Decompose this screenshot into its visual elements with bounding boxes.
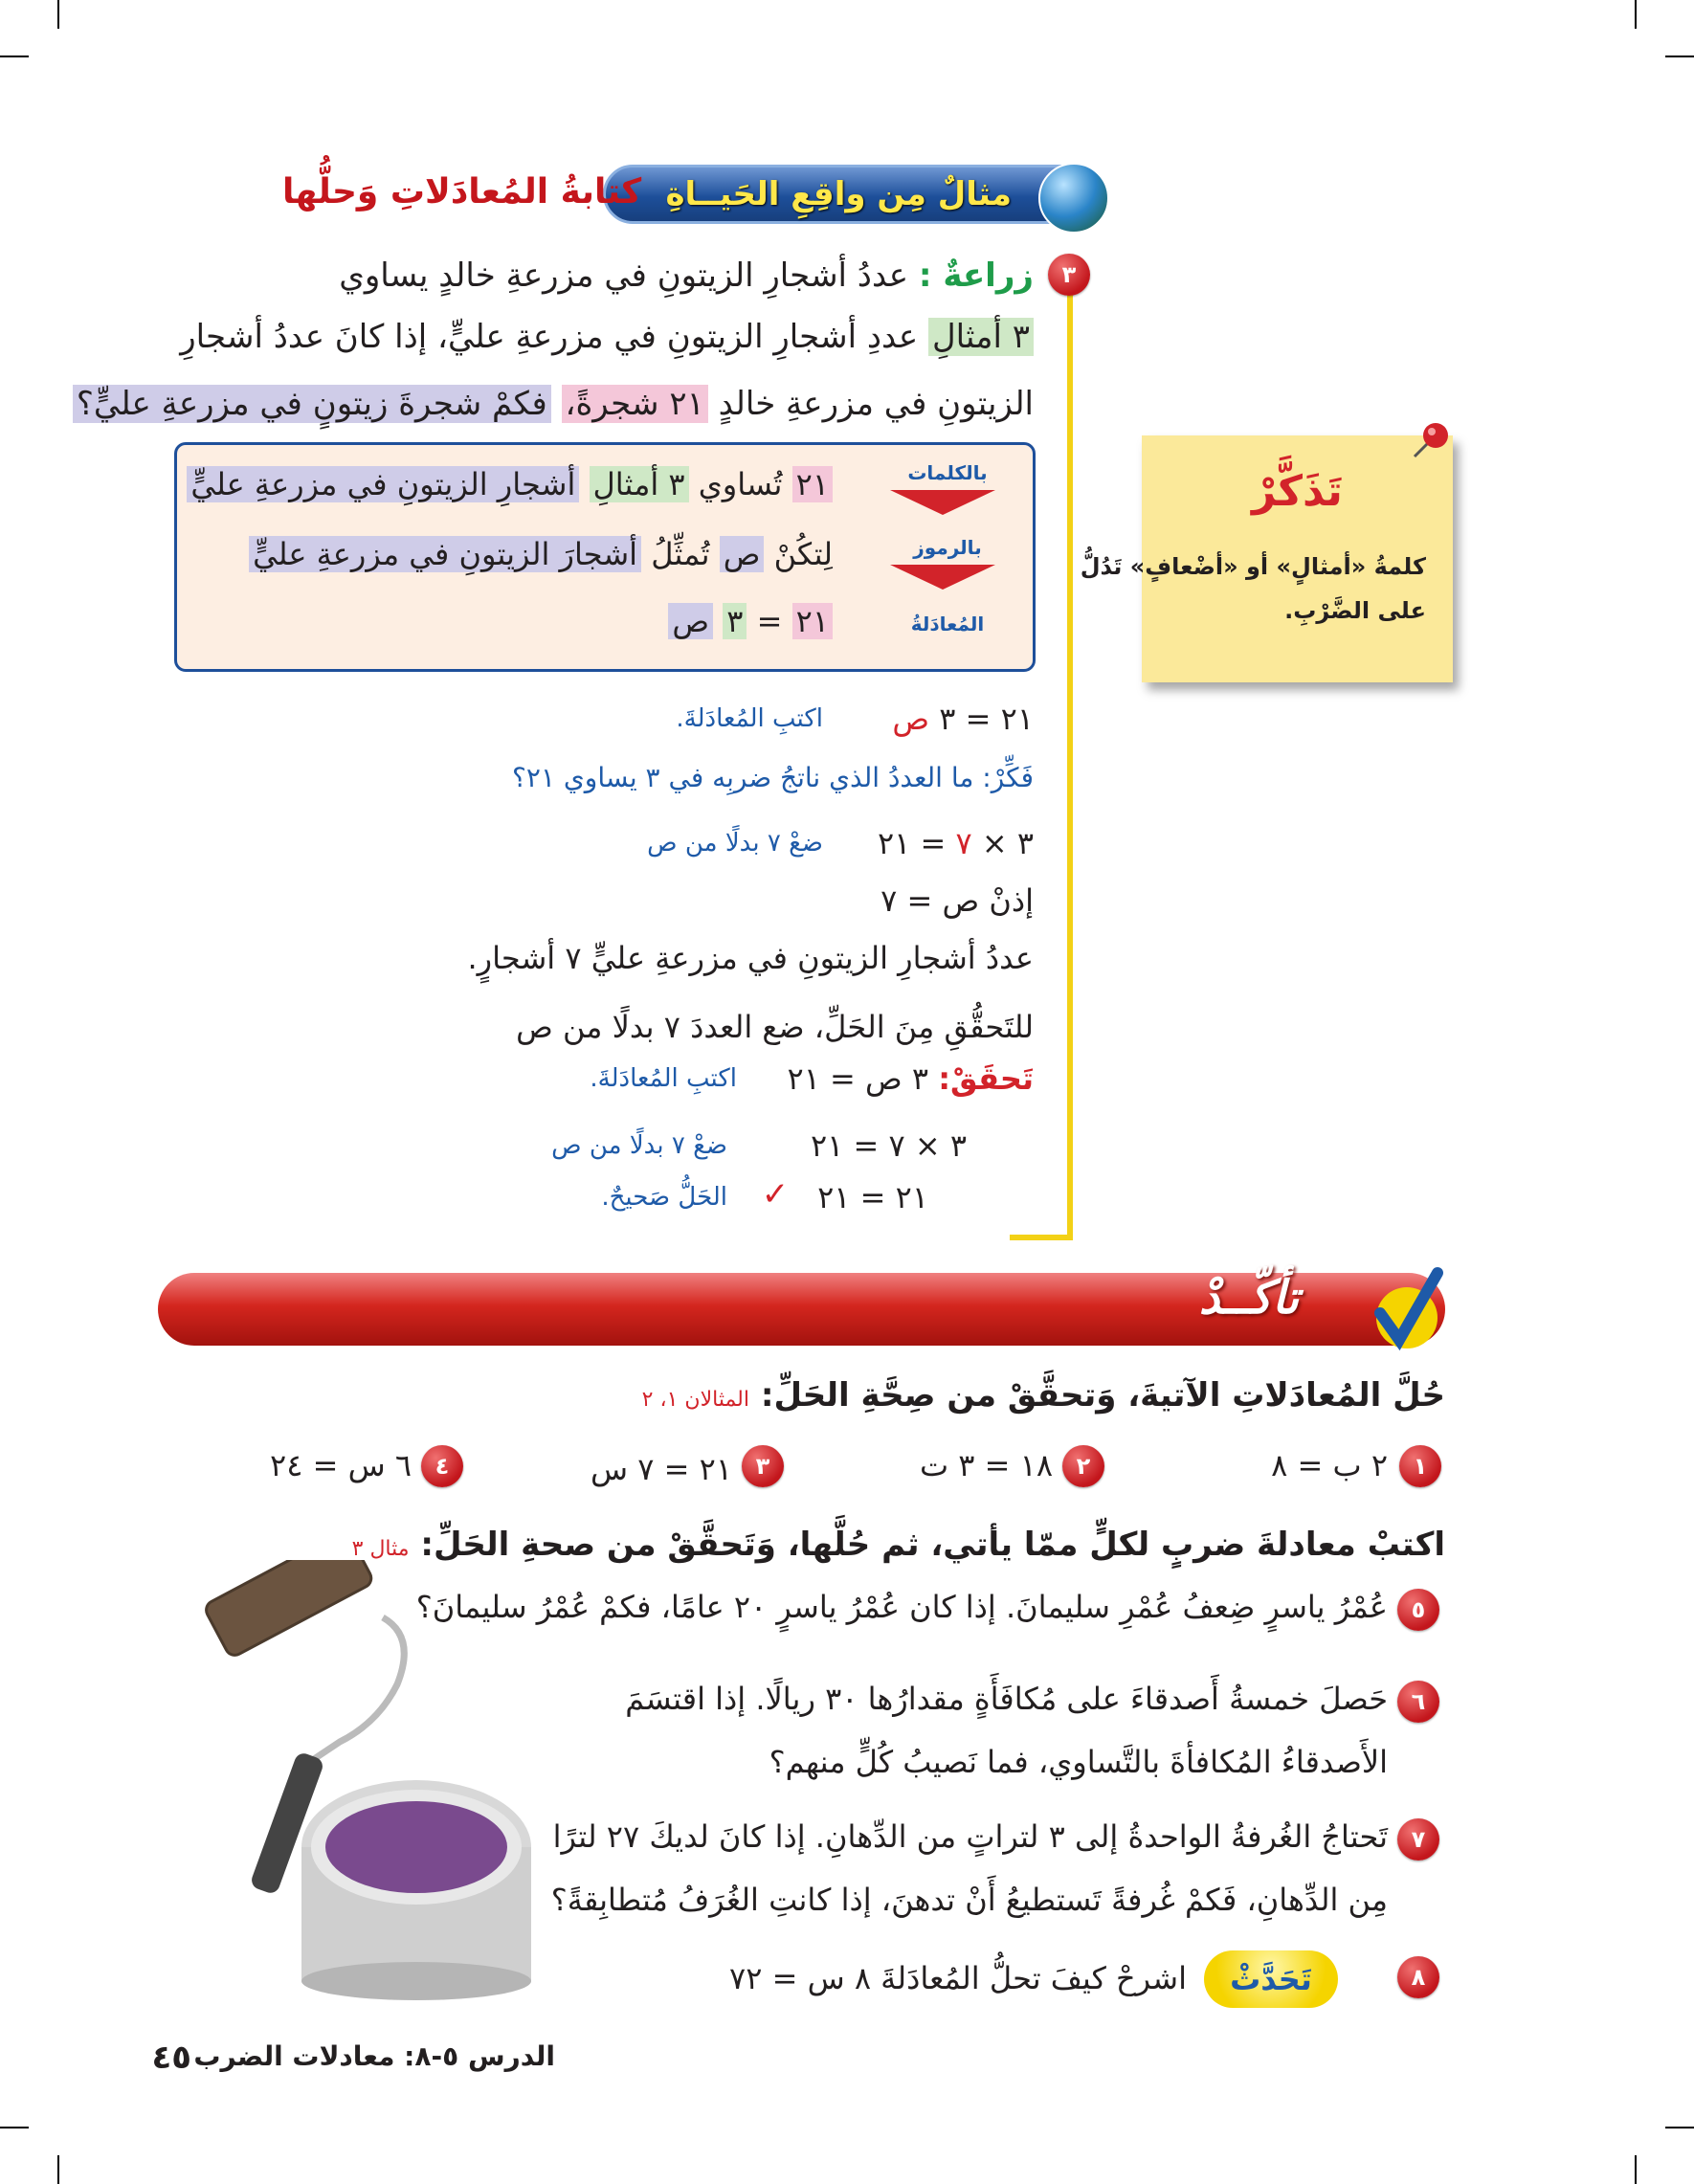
check-section-title: تأكّــدْ: [1198, 1271, 1300, 1325]
check-label: تَحقَقْ:: [938, 1060, 1034, 1097]
represent-word: تُمثِّلُ: [651, 536, 710, 572]
sub-right: = ٢١: [877, 825, 947, 861]
exercise-equation: ٦ س = ٢٤: [270, 1447, 412, 1483]
reminder-text-2: على الضَّرْبِ.: [1284, 597, 1426, 624]
check-final-note: الحَلُّ صَحيحٌ.: [601, 1183, 727, 1212]
real-life-example-banner: [603, 165, 1091, 224]
question-6-line-1: حَصلَ خمسةُ أَصدقاءَ على مُكافَأَةٍ مقدارُها ٣٠ ريالًا. إذا اقتسَمَ: [625, 1681, 1388, 1717]
page-number: ٤٥: [151, 2039, 191, 2077]
equals-sign: =: [756, 603, 783, 639]
example-side-line: [1067, 260, 1073, 1237]
example-number: ٣: [1048, 254, 1090, 296]
highlight-question: فكمْ شجرةَ زيتونٍ في مزرعةِ عليٍّ؟: [73, 385, 551, 423]
equation-note: اكتبِ المُعادَلةَ.: [676, 704, 823, 733]
example-text: عددِ أشجارِ الزيتونِ في مزرعةِ عليٍّ،: [436, 318, 919, 356]
check-final: ٢١ = ٢١: [817, 1179, 928, 1215]
therefore-line: إذنْ ص = ٧: [880, 882, 1034, 919]
value-21: ٢١: [792, 603, 833, 639]
exercise-number: ٣: [742, 1445, 784, 1487]
exercise-number: ٤: [421, 1445, 463, 1487]
arrow-down-icon: [890, 565, 995, 590]
example-text: إذا كانَ عددُ أشجارِ: [180, 318, 428, 356]
instruction-text: حُلَّ المُعادَلاتِ الآتيةَ، وَتحقَّقْ من صِحَّةِ الحَلِّ:: [760, 1376, 1445, 1415]
banner-label: مثالٌ مِن واقِعِ الحَيــاةِ: [665, 175, 1012, 213]
equation-left: ٢١ = ٣: [939, 701, 1034, 737]
coefficient: ٣: [723, 603, 747, 639]
equals-word: تُساوي: [698, 466, 783, 502]
check-substitution-note: ضعْ ٧ بدلًا من ص: [551, 1131, 727, 1160]
exercise-number: ٥: [1397, 1589, 1439, 1631]
sub-value: ٧: [955, 825, 972, 861]
reminder-title: تَذَكَّرْ: [1252, 467, 1343, 516]
section-title: كتابةُ المُعادَلاتِ وَحلُّها: [282, 172, 642, 212]
example-bottom-line: [1010, 1235, 1073, 1240]
checkmark-icon: [1369, 1265, 1445, 1351]
instruction-2: [351, 1526, 1445, 1564]
symbols-label: بالرموز: [913, 536, 982, 559]
example-text: في مزرعةِ خالدٍ: [718, 385, 927, 423]
highlight-three-times: ٣ أمثالِ: [928, 318, 1034, 356]
question-7-line-1: تَحتاجُ الغُرفةُ الواحدةُ إلى ٣ لتراتٍ من الدِّهانِ. إذا كانَ لديكَ ٢٧ لترًا: [552, 1818, 1388, 1855]
question-7-line-2: مِن الدِّهانِ، فَكمْ غُرفةً تَستطيعُ أَنْ تدهنَ، إذا كانتِ الغُرَفُ مُتطابِقةً؟: [550, 1882, 1388, 1918]
instruction-text: اكتبْ معادلةَ ضربٍ لكلٍّ ممّا يأتي، ثم حُلَّها، وَتَحقَّقْ من صحةِ الحَلِّ:: [420, 1526, 1445, 1564]
exercise-number: ٦: [1397, 1681, 1439, 1723]
check-note: اكتبِ المُعادَلةَ.: [590, 1064, 737, 1093]
instruction-1: [450, 1376, 1445, 1415]
crop-mark: [1635, 0, 1637, 29]
symbols-row: [239, 536, 833, 572]
think-line: فَكِّرْ: ما العددُ الذي ناتجُ ضربِه في ٣ يساوي ٢١؟: [512, 762, 1034, 793]
question-8: اشرحْ كيفَ تحلُّ المُعادَلةَ ٨ س = ٧٢: [729, 1960, 1187, 1996]
topic-label: زراعةٌ :: [918, 256, 1034, 295]
reminder-text-1: كلمةُ «أمثالٍ» أو «أضْعافٍ» تَدُلُّ: [1080, 553, 1426, 580]
exercise-number: ١: [1399, 1445, 1441, 1487]
lesson-footer: الدرس ٥-٨: معادلات الضرب: [193, 2040, 555, 2072]
let-word: لِتكُنْ: [773, 536, 833, 572]
words-label: بالكلمات: [907, 461, 988, 484]
check-equation: ٣ ص = ٢١: [787, 1060, 929, 1097]
example-line-3: [76, 385, 1034, 423]
result-line: عددُ أشجارِ الزيتونِ في مزرعةِ عليٍّ ٧ أشجارٍ.: [467, 940, 1034, 976]
three-times: ٣ أمثالِ: [590, 466, 689, 502]
crop-mark: [57, 0, 59, 29]
equation-label: المُعادَلةُ: [910, 613, 985, 635]
question-5: عُمْرُ ياسرٍ ضِعفُ عُمْرِ سليمانَ. إذا كان عُمْرُ ياسرٍ ٢٠ عامًا، فكمْ عُمْرُ سليمانَ؟: [415, 1589, 1388, 1625]
exercise-number: ٧: [1397, 1818, 1439, 1861]
substitution-step: [861, 825, 1034, 861]
substitution-note: ضعْ ٧ بدلًا من ص: [647, 829, 823, 858]
trees-ali: أشجارِ الزيتونِ في مزرعةِ عليٍّ: [187, 466, 579, 502]
crop-mark: [1665, 2127, 1694, 2128]
equation-step: [861, 701, 1034, 737]
example-reference: مثال ٣: [351, 1537, 410, 1561]
exercise-number: ٢: [1062, 1445, 1104, 1487]
check-substitution: ٣ × ٧ = ٢١: [810, 1127, 967, 1164]
crop-mark: [57, 2155, 59, 2184]
exercise-equation: ١٨ = ٣ ت: [919, 1447, 1053, 1483]
words-row: [190, 466, 833, 502]
variable: ص: [668, 603, 713, 639]
arrow-down-icon: [890, 490, 995, 515]
example-text: الزيتونِ: [937, 385, 1034, 423]
equation-variable: ص: [892, 701, 930, 737]
check-intro: للتَحقُّقِ مِنَ الحَلِّ، ضع العددَ ٧ بدلًا من ص: [516, 1009, 1034, 1045]
exercise-equation: ٢ ب = ٨: [1271, 1447, 1388, 1483]
crop-mark: [1635, 2155, 1637, 2184]
paint-roller-can-image: [158, 1560, 541, 2000]
exercise-number: ٨: [1397, 1956, 1439, 1998]
question-6-line-2: الأَصدقاءُ المُكافأةَ بالتَّساوي، فما نَصيبُ كُلٍّ منهم؟: [769, 1744, 1388, 1780]
examples-reference: المثالان ١، ٢: [641, 1388, 749, 1412]
exercise-equation: ٢١ = ٧ س: [591, 1451, 732, 1487]
talk-bubble: تَحَدَّثْ: [1204, 1950, 1338, 2008]
example-text: عددُ أشجارِ الزيتونِ في مزرعةِ خالدٍ يساوي: [339, 256, 909, 295]
pushpin-icon: [1397, 416, 1455, 474]
checkmark-icon: ✓: [761, 1175, 790, 1214]
check-line: [785, 1060, 1034, 1097]
sub-left: ٣ ×: [981, 825, 1034, 861]
highlight-21-trees: ٢١ شجرةً،: [562, 385, 708, 423]
example-line-1: [339, 256, 1034, 295]
crop-mark: [1665, 56, 1694, 57]
crop-mark: [0, 56, 29, 57]
globe-icon: [1038, 163, 1109, 234]
example-line-2: [180, 318, 1034, 356]
equation-row: [239, 603, 833, 639]
trees-ali: أشجارَ الزيتونِ في مزرعةِ عليٍّ: [249, 536, 641, 572]
crop-mark: [0, 2127, 29, 2128]
variable: ص: [720, 536, 765, 572]
value-21: ٢١: [792, 466, 833, 502]
